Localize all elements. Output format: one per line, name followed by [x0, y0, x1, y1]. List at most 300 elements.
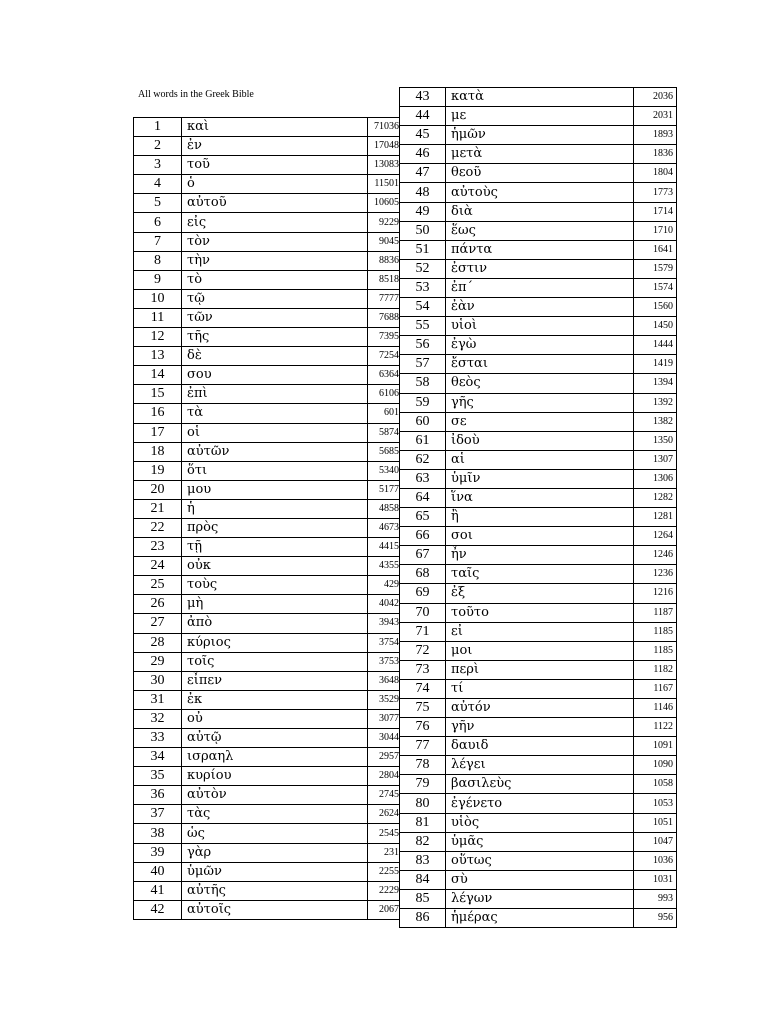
table-row	[400, 641, 677, 660]
word-cell: μου	[182, 480, 368, 499]
count-cell: 1122	[634, 718, 677, 737]
table-row	[134, 709, 400, 728]
table-row	[400, 756, 677, 775]
word-cell: γῆν	[446, 718, 634, 737]
word-cell: αὐτῆς	[182, 881, 368, 900]
rank-cell: 76	[400, 718, 446, 737]
word-cell: εἶπεν	[182, 671, 368, 690]
rank-cell: 71	[400, 622, 446, 641]
rank-cell: 22	[134, 518, 182, 537]
table-row	[134, 748, 400, 767]
word-cell: ἐπὶ	[182, 385, 368, 404]
count-cell: 1394	[634, 374, 677, 393]
table-row	[134, 576, 400, 595]
word-cell: με	[446, 107, 634, 126]
rank-cell: 79	[400, 775, 446, 794]
rank-cell: 27	[134, 614, 182, 633]
count-cell: 1167	[634, 679, 677, 698]
count-cell: 2036	[634, 88, 677, 107]
rank-cell: 73	[400, 660, 446, 679]
table-row	[400, 374, 677, 393]
word-cell: κυρίου	[182, 767, 368, 786]
count-cell: 11501	[368, 175, 400, 194]
word-cell: τοῦ	[182, 156, 368, 175]
word-cell: αὐτῶν	[182, 442, 368, 461]
rank-cell: 24	[134, 557, 182, 576]
rank-cell: 28	[134, 633, 182, 652]
word-cell: αἱ	[446, 450, 634, 469]
count-cell: 1281	[634, 508, 677, 527]
rank-cell: 66	[400, 527, 446, 546]
rank-cell: 20	[134, 480, 182, 499]
rank-cell: 3	[134, 156, 182, 175]
word-cell: γῆς	[446, 393, 634, 412]
word-cell: ἢ	[446, 508, 634, 527]
table-row	[400, 889, 677, 908]
table-row	[134, 156, 400, 175]
rank-cell: 81	[400, 813, 446, 832]
count-cell: 231	[368, 843, 400, 862]
word-cell: ἡ	[182, 499, 368, 518]
rank-cell: 4	[134, 175, 182, 194]
word-cell: ἕως	[446, 221, 634, 240]
rank-cell: 33	[134, 729, 182, 748]
count-cell: 2624	[368, 805, 400, 824]
count-cell: 1350	[634, 431, 677, 450]
table-row	[134, 194, 400, 213]
word-cell: μὴ	[182, 595, 368, 614]
count-cell: 6106	[368, 385, 400, 404]
table-row	[400, 488, 677, 507]
rank-cell: 68	[400, 565, 446, 584]
count-cell: 3753	[368, 652, 400, 671]
count-cell: 1579	[634, 259, 677, 278]
table-row	[134, 538, 400, 557]
word-cell: μοι	[446, 641, 634, 660]
count-cell: 1185	[634, 641, 677, 660]
word-cell: αὐτῷ	[182, 729, 368, 748]
rank-cell: 17	[134, 423, 182, 442]
word-cell: τί	[446, 679, 634, 698]
rank-cell: 57	[400, 355, 446, 374]
word-cell: θεοῦ	[446, 164, 634, 183]
count-cell: 993	[634, 889, 677, 908]
rank-cell: 77	[400, 737, 446, 756]
word-table-left-body	[134, 118, 400, 920]
rank-cell: 32	[134, 709, 182, 728]
word-cell: εἰς	[182, 213, 368, 232]
count-cell: 1053	[634, 794, 677, 813]
rank-cell: 21	[134, 499, 182, 518]
rank-cell: 49	[400, 202, 446, 221]
table-row	[400, 336, 677, 355]
table-row	[134, 786, 400, 805]
table-row	[134, 175, 400, 194]
table-row	[134, 614, 400, 633]
table-row	[400, 221, 677, 240]
table-row	[134, 461, 400, 480]
count-cell: 17048	[368, 137, 400, 156]
word-cell: ὡς	[182, 824, 368, 843]
count-cell: 1307	[634, 450, 677, 469]
table-row	[134, 118, 400, 137]
word-cell: οὐ	[182, 709, 368, 728]
count-cell: 1641	[634, 240, 677, 259]
rank-cell: 34	[134, 748, 182, 767]
word-cell: λέγων	[446, 889, 634, 908]
table-row	[400, 259, 677, 278]
rank-cell: 25	[134, 576, 182, 595]
rank-cell: 26	[134, 595, 182, 614]
count-cell: 429	[368, 576, 400, 595]
rank-cell: 56	[400, 336, 446, 355]
rank-cell: 74	[400, 679, 446, 698]
word-cell: ἰδοὺ	[446, 431, 634, 450]
rank-cell: 10	[134, 289, 182, 308]
table-row	[400, 107, 677, 126]
table-row	[134, 767, 400, 786]
count-cell: 1051	[634, 813, 677, 832]
table-row	[400, 660, 677, 679]
table-row	[400, 240, 677, 259]
count-cell: 1836	[634, 145, 677, 164]
table-row	[134, 862, 400, 881]
rank-cell: 29	[134, 652, 182, 671]
count-cell: 1282	[634, 488, 677, 507]
table-row	[400, 832, 677, 851]
count-cell: 4042	[368, 595, 400, 614]
word-cell: ταῖς	[446, 565, 634, 584]
count-cell: 1047	[634, 832, 677, 851]
rank-cell: 15	[134, 385, 182, 404]
table-row	[134, 480, 400, 499]
table-row	[134, 900, 400, 919]
table-row	[134, 671, 400, 690]
rank-cell: 75	[400, 699, 446, 718]
word-cell: σὺ	[446, 870, 634, 889]
count-cell: 8518	[368, 270, 400, 289]
count-cell: 5177	[368, 480, 400, 499]
rank-cell: 45	[400, 126, 446, 145]
rank-cell: 53	[400, 278, 446, 297]
word-cell: σοι	[446, 527, 634, 546]
rank-cell: 82	[400, 832, 446, 851]
table-row	[134, 442, 400, 461]
rank-cell: 60	[400, 412, 446, 431]
word-cell: τὸν	[182, 232, 368, 251]
word-cell: αὐτόν	[446, 699, 634, 718]
word-cell: ἐὰν	[446, 298, 634, 317]
rank-cell: 80	[400, 794, 446, 813]
word-table-right	[399, 87, 677, 928]
table-row	[400, 813, 677, 832]
rank-cell: 23	[134, 538, 182, 557]
table-row	[134, 404, 400, 423]
table-row	[134, 518, 400, 537]
count-cell: 7395	[368, 328, 400, 347]
rank-cell: 64	[400, 488, 446, 507]
word-cell: ἐγὼ	[446, 336, 634, 355]
word-cell: αὐτοῦ	[182, 194, 368, 213]
rank-cell: 86	[400, 909, 446, 928]
word-cell: δαυιδ	[446, 737, 634, 756]
count-cell: 7688	[368, 308, 400, 327]
word-cell: τῶν	[182, 308, 368, 327]
rank-cell: 55	[400, 317, 446, 336]
word-cell: ἐξ	[446, 584, 634, 603]
count-cell: 3943	[368, 614, 400, 633]
word-cell: αὐτὸν	[182, 786, 368, 805]
word-cell: τοῖς	[182, 652, 368, 671]
count-cell: 7777	[368, 289, 400, 308]
word-cell: οἱ	[182, 423, 368, 442]
count-cell: 9045	[368, 232, 400, 251]
word-cell: τὰς	[182, 805, 368, 824]
count-cell: 1710	[634, 221, 677, 240]
count-cell: 3754	[368, 633, 400, 652]
table-row	[400, 527, 677, 546]
word-cell: ὑμῶν	[182, 862, 368, 881]
rank-cell: 54	[400, 298, 446, 317]
table-row	[134, 729, 400, 748]
rank-cell: 30	[134, 671, 182, 690]
word-cell: αὐτοὺς	[446, 183, 634, 202]
table-row	[134, 881, 400, 900]
table-row	[400, 794, 677, 813]
table-row	[400, 450, 677, 469]
word-cell: μετὰ	[446, 145, 634, 164]
word-cell: υἱοὶ	[446, 317, 634, 336]
table-row	[400, 88, 677, 107]
rank-cell: 65	[400, 508, 446, 527]
table-row	[400, 355, 677, 374]
word-cell: οὐκ	[182, 557, 368, 576]
rank-cell: 31	[134, 690, 182, 709]
count-cell: 10605	[368, 194, 400, 213]
word-cell: σε	[446, 412, 634, 431]
rank-cell: 2	[134, 137, 182, 156]
table-row	[134, 824, 400, 843]
rank-cell: 46	[400, 145, 446, 164]
word-cell: περὶ	[446, 660, 634, 679]
word-cell: πρὸς	[182, 518, 368, 537]
word-cell: θεὸς	[446, 374, 634, 393]
table-row	[134, 633, 400, 652]
count-cell: 2545	[368, 824, 400, 843]
count-cell: 2745	[368, 786, 400, 805]
count-cell: 601	[368, 404, 400, 423]
rank-cell: 18	[134, 442, 182, 461]
table-row	[134, 499, 400, 518]
rank-cell: 40	[134, 862, 182, 881]
word-cell: ὑμᾶς	[446, 832, 634, 851]
count-cell: 1419	[634, 355, 677, 374]
rank-cell: 12	[134, 328, 182, 347]
rank-cell: 51	[400, 240, 446, 259]
word-cell: ἵνα	[446, 488, 634, 507]
count-cell: 1090	[634, 756, 677, 775]
rank-cell: 7	[134, 232, 182, 251]
rank-cell: 62	[400, 450, 446, 469]
count-cell: 1036	[634, 851, 677, 870]
rank-cell: 41	[134, 881, 182, 900]
table-row	[134, 595, 400, 614]
count-cell: 2804	[368, 767, 400, 786]
rank-cell: 85	[400, 889, 446, 908]
count-cell: 6364	[368, 366, 400, 385]
count-cell: 2255	[368, 862, 400, 881]
count-cell: 1773	[634, 183, 677, 202]
word-cell: ἐγένετο	[446, 794, 634, 813]
word-cell: τὸ	[182, 270, 368, 289]
word-cell: ὁ	[182, 175, 368, 194]
count-cell: 4355	[368, 557, 400, 576]
rank-cell: 83	[400, 851, 446, 870]
word-cell: κατὰ	[446, 88, 634, 107]
rank-cell: 14	[134, 366, 182, 385]
word-cell: τῇ	[182, 538, 368, 557]
rank-cell: 72	[400, 641, 446, 660]
count-cell: 3044	[368, 729, 400, 748]
rank-cell: 11	[134, 308, 182, 327]
table-row	[134, 289, 400, 308]
count-cell: 1091	[634, 737, 677, 756]
word-cell: υἱὸς	[446, 813, 634, 832]
count-cell: 1264	[634, 527, 677, 546]
count-cell: 956	[634, 909, 677, 928]
rank-cell: 5	[134, 194, 182, 213]
count-cell: 8836	[368, 251, 400, 270]
word-cell: λέγει	[446, 756, 634, 775]
table-row	[400, 508, 677, 527]
count-cell: 5340	[368, 461, 400, 480]
count-cell: 2229	[368, 881, 400, 900]
count-cell: 1450	[634, 317, 677, 336]
table-row	[134, 557, 400, 576]
count-cell: 1306	[634, 469, 677, 488]
count-cell: 3648	[368, 671, 400, 690]
count-cell: 4673	[368, 518, 400, 537]
count-cell: 1146	[634, 699, 677, 718]
table-row	[134, 690, 400, 709]
count-cell: 1031	[634, 870, 677, 889]
count-cell: 1560	[634, 298, 677, 317]
table-row	[400, 565, 677, 584]
word-cell: τὰ	[182, 404, 368, 423]
rank-cell: 47	[400, 164, 446, 183]
rank-cell: 44	[400, 107, 446, 126]
count-cell: 1804	[634, 164, 677, 183]
word-cell: εἰ	[446, 622, 634, 641]
count-cell: 3529	[368, 690, 400, 709]
word-cell: αὐτοῖς	[182, 900, 368, 919]
table-row	[400, 202, 677, 221]
rank-cell: 43	[400, 88, 446, 107]
count-cell: 5685	[368, 442, 400, 461]
table-row	[134, 137, 400, 156]
table-row	[400, 622, 677, 641]
rank-cell: 52	[400, 259, 446, 278]
rank-cell: 16	[134, 404, 182, 423]
rank-cell: 48	[400, 183, 446, 202]
rank-cell: 63	[400, 469, 446, 488]
word-cell: ὑμῖν	[446, 469, 634, 488]
table-row	[400, 603, 677, 622]
table-row	[134, 270, 400, 289]
word-cell: καὶ	[182, 118, 368, 137]
table-row	[400, 126, 677, 145]
table-row	[134, 251, 400, 270]
word-cell: βασιλεὺς	[446, 775, 634, 794]
count-cell: 9229	[368, 213, 400, 232]
table-row	[400, 546, 677, 565]
rank-cell: 38	[134, 824, 182, 843]
table-row	[400, 718, 677, 737]
table-row	[400, 164, 677, 183]
count-cell: 13083	[368, 156, 400, 175]
rank-cell: 1	[134, 118, 182, 137]
count-cell: 1182	[634, 660, 677, 679]
table-row	[400, 737, 677, 756]
word-cell: γὰρ	[182, 843, 368, 862]
count-cell: 3077	[368, 709, 400, 728]
rank-cell: 84	[400, 870, 446, 889]
word-cell: ἡμῶν	[446, 126, 634, 145]
count-cell: 1574	[634, 278, 677, 297]
table-row	[134, 366, 400, 385]
count-cell: 1714	[634, 202, 677, 221]
count-cell: 1236	[634, 565, 677, 584]
count-cell: 4858	[368, 499, 400, 518]
rank-cell: 13	[134, 347, 182, 366]
word-cell: ἐστιν	[446, 259, 634, 278]
rank-cell: 8	[134, 251, 182, 270]
word-cell: ἦν	[446, 546, 634, 565]
table-row	[400, 317, 677, 336]
rank-cell: 69	[400, 584, 446, 603]
count-cell: 1185	[634, 622, 677, 641]
table-row	[400, 412, 677, 431]
table-row	[134, 423, 400, 442]
word-table-right-body	[400, 88, 677, 928]
word-cell: ἐν	[182, 137, 368, 156]
table-row	[400, 469, 677, 488]
word-cell: κύριος	[182, 633, 368, 652]
count-cell: 1392	[634, 393, 677, 412]
table-row	[134, 805, 400, 824]
table-row	[400, 679, 677, 698]
rank-cell: 36	[134, 786, 182, 805]
rank-cell: 35	[134, 767, 182, 786]
table-row	[400, 851, 677, 870]
rank-cell: 61	[400, 431, 446, 450]
rank-cell: 70	[400, 603, 446, 622]
rank-cell: 39	[134, 843, 182, 862]
word-cell: ἐπ΄	[446, 278, 634, 297]
count-cell: 5874	[368, 423, 400, 442]
word-cell: τῆς	[182, 328, 368, 347]
count-cell: 1216	[634, 584, 677, 603]
word-cell: τοὺς	[182, 576, 368, 595]
table-row	[400, 909, 677, 928]
table-row	[400, 298, 677, 317]
count-cell: 1382	[634, 412, 677, 431]
table-row	[134, 328, 400, 347]
rank-cell: 78	[400, 756, 446, 775]
word-table-left	[133, 117, 400, 920]
count-cell: 1058	[634, 775, 677, 794]
word-cell: τῷ	[182, 289, 368, 308]
